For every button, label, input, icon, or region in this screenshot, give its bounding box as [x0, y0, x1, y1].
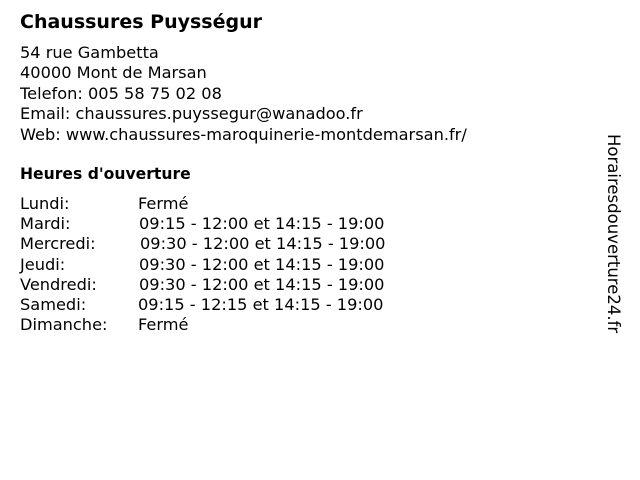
day-label: Dimanche:	[20, 315, 108, 335]
day-label: Vendredi:	[20, 274, 97, 294]
website-url: Web: www.chaussures-maroquinerie-montdemarsan.fr/	[20, 124, 467, 144]
email-address: Email: chaussures.puyssegur@wanadoo.fr	[20, 104, 363, 124]
day-label: Jeudi:	[20, 254, 66, 274]
business-name: Chaussures Puysségur	[20, 11, 262, 33]
hours-value: Fermé	[138, 315, 189, 335]
hours-value: 09:30 - 12:00 et 14:15 - 19:00	[140, 234, 386, 254]
day-label: Mardi:	[20, 214, 71, 234]
hours-value: 09:30 - 12:00 et 14:15 - 19:00	[139, 254, 385, 274]
hours-value: 09:30 - 12:00 et 14:15 - 19:00	[139, 274, 385, 294]
day-label: Samedi:	[20, 294, 87, 314]
phone-number: Telefon: 005 58 75 02 08	[20, 83, 222, 103]
hours-value: 09:15 - 12:15 et 14:15 - 19:00	[138, 294, 384, 314]
site-watermark: Horairesdouverture24.fr	[604, 134, 623, 334]
day-label: Lundi:	[20, 194, 70, 213]
hours-value: Fermé	[138, 194, 189, 213]
contact-block	[20, 43, 467, 145]
day-label: Mercredi:	[20, 234, 96, 254]
hours-value: 09:15 - 12:00 et 14:15 - 19:00	[139, 214, 385, 234]
city-postcode: 40000 Mont de Marsan	[20, 63, 207, 83]
street-address: 54 rue Gambetta	[20, 43, 159, 62]
opening-hours-heading: Heures d'ouverture	[20, 165, 191, 183]
